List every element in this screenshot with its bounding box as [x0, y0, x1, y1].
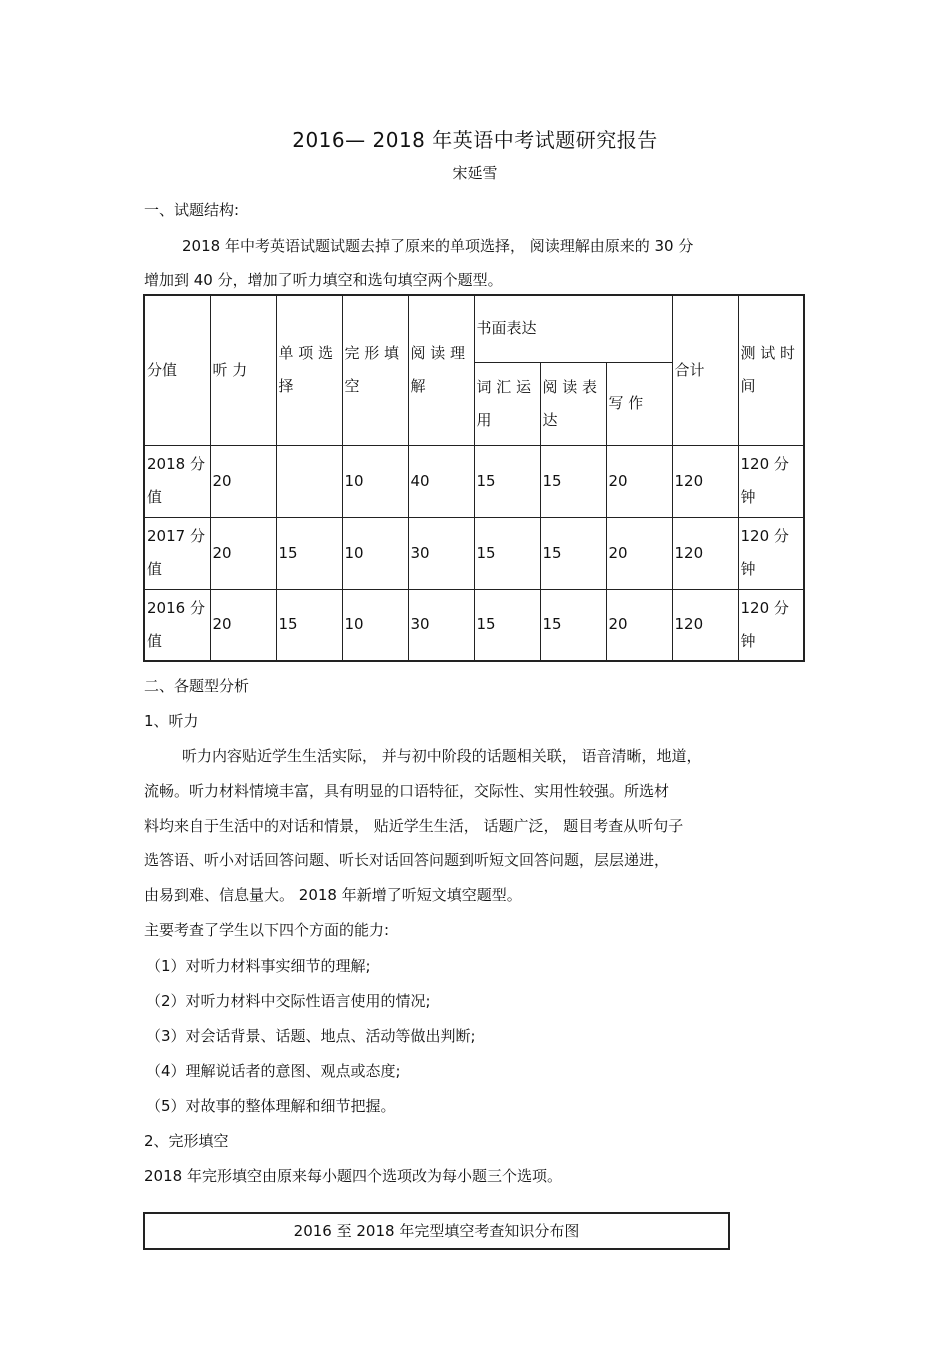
cell-cloze: 10 [342, 445, 408, 517]
cell-single-choice [276, 445, 342, 517]
paragraph-line: 选答语、听小对话回答问题、听长对话回答问题到听短文回答问题，层层递进， [144, 851, 670, 869]
table-row [144, 517, 804, 589]
header-single-choice: 单 项 选 择 [276, 295, 342, 445]
abilities-intro: 主要考查了学生以下四个方面的能力: [144, 921, 390, 939]
cell-vocabulary: 15 [474, 445, 540, 517]
row-label: 2016 分 值 [144, 589, 210, 661]
header-cloze: 完 形 填 空 [342, 295, 408, 445]
header-writing: 写 作 [606, 362, 672, 445]
subheading-cloze: 2、完形填空 [144, 1132, 229, 1150]
subheading-listening: 1、听力 [144, 712, 199, 730]
cell-vocabulary: 15 [474, 589, 540, 661]
table-header-row [144, 295, 804, 362]
cell-cloze: 10 [342, 589, 408, 661]
cell-total: 120 [672, 445, 738, 517]
header-vocabulary: 词 汇 运 用 [474, 362, 540, 445]
cell-listening: 20 [210, 445, 276, 517]
header-score: 分值 [144, 295, 210, 445]
cell-listening: 20 [210, 517, 276, 589]
ability-item: （3）对会话背景、话题、地点、活动等做出判断; [146, 1027, 476, 1045]
section-heading-analysis: 二、各题型分析 [144, 677, 250, 695]
table-row [144, 445, 804, 517]
paragraph-line: 增加到 40 分，增加了听力填空和选句填空两个题型。 [144, 271, 503, 289]
cell-writing: 20 [606, 517, 672, 589]
header-test-time: 测 试 时 间 [738, 295, 804, 445]
cloze-note: 2018 年完形填空由原来每小题四个选项改为每小题三个选项。 [144, 1167, 562, 1185]
cell-single-choice: 15 [276, 589, 342, 661]
header-listening: 听 力 [210, 295, 276, 445]
score-distribution-table [143, 294, 805, 662]
document-title: 2016— 2018 年英语中考试题研究报告 [292, 128, 658, 152]
cell-reading-expression: 15 [540, 589, 606, 661]
row-label: 2017 分 值 [144, 517, 210, 589]
author-name: 宋延雪 [452, 164, 498, 182]
header-reading: 阅 读 理 解 [408, 295, 474, 445]
cell-total: 120 [672, 589, 738, 661]
cell-listening: 20 [210, 589, 276, 661]
cell-reading-expression: 15 [540, 445, 606, 517]
row-label: 2018 分 值 [144, 445, 210, 517]
cell-reading-expression: 15 [540, 517, 606, 589]
cell-reading: 40 [408, 445, 474, 517]
ability-item: （2）对听力材料中交际性语言使用的情况; [146, 992, 431, 1010]
cell-test-time: 120 分 钟 [738, 589, 804, 661]
cell-test-time: 120 分 钟 [738, 445, 804, 517]
header-total: 合计 [672, 295, 738, 445]
cell-writing: 20 [606, 589, 672, 661]
cell-writing: 20 [606, 445, 672, 517]
ability-item: （5）对故事的整体理解和细节把握。 [146, 1097, 396, 1115]
ability-item: （1）对听力材料事实细节的理解; [146, 957, 371, 975]
header-reading-expression: 阅 读 表 达 [540, 362, 606, 445]
paragraph-line: 流畅。听力材料情境丰富，具有明显的口语特征，交际性、实用性较强。所选材 [144, 782, 670, 800]
cell-single-choice: 15 [276, 517, 342, 589]
table-row [144, 589, 804, 661]
cell-test-time: 120 分 钟 [738, 517, 804, 589]
paragraph-line: 听力内容贴近学生生活实际， 并与初中阶段的话题相关联， 语音清晰，地道， [182, 747, 702, 765]
cell-cloze: 10 [342, 517, 408, 589]
paragraph-line: 料均来自于生活中的对话和情景， 贴近学生生活， 话题广泛， 题目考查从听句子 [144, 817, 684, 835]
cell-total: 120 [672, 517, 738, 589]
cell-vocabulary: 15 [474, 517, 540, 589]
figure-caption-box: 2016 至 2018 年完型填空考查知识分布图 [143, 1212, 730, 1250]
section-heading-structure: 一、试题结构: [144, 201, 240, 219]
header-written-expression: 书面表达 [474, 295, 672, 362]
paragraph-line: 由易到难、信息量大。 2018 年新增了听短文填空题型。 [144, 886, 522, 904]
cell-reading: 30 [408, 517, 474, 589]
paragraph-line: 2018 年中考英语试题试题去掉了原来的单项选择， 阅读理解由原来的 30 分 [182, 237, 694, 255]
ability-item: （4）理解说话者的意图、观点或态度; [146, 1062, 401, 1080]
cell-reading: 30 [408, 589, 474, 661]
